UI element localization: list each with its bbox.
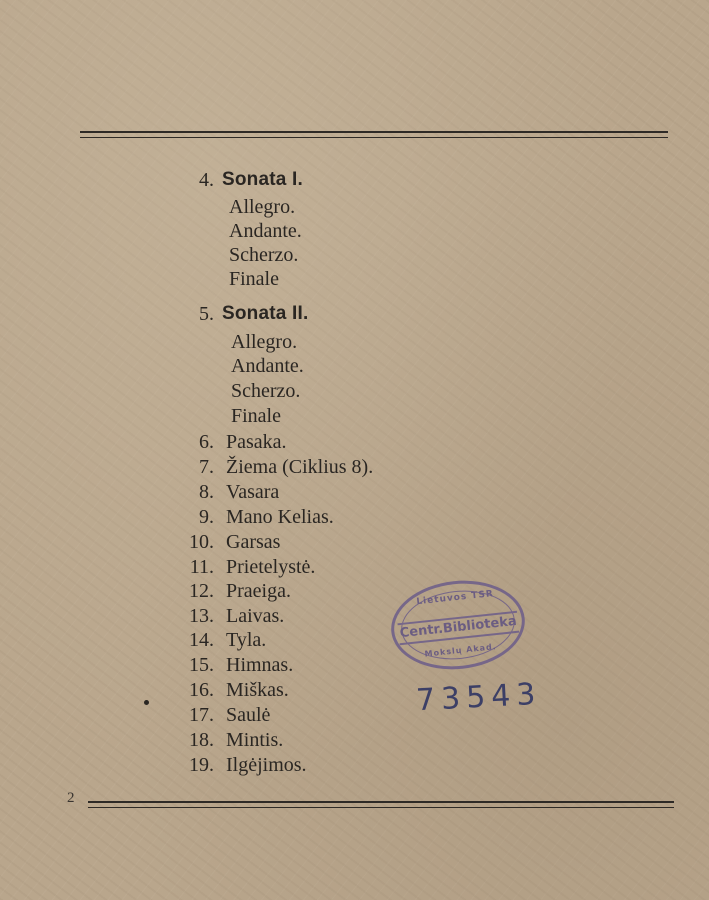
entry-item [0, 627, 420, 653]
entry-number: 7. [199, 456, 214, 478]
entry-item [0, 677, 420, 703]
movement-item: Allegro. [231, 331, 298, 353]
entry-title: Ilgėjimos. [226, 754, 307, 776]
entry-item [0, 504, 420, 530]
entry-title: Himnas. [226, 654, 294, 676]
movement-item: Finale [229, 268, 279, 290]
movement-item: Allegro. [229, 196, 296, 218]
stamp-bottom-text: Mokslų Akad. [424, 642, 498, 659]
entry-number: 13. [189, 605, 214, 627]
entry-number: 9. [199, 506, 214, 528]
entry-title: Miškas. [226, 679, 289, 701]
entry-item [0, 554, 420, 580]
entry-title: Sonata II. [222, 303, 309, 324]
movement-item: Scherzo. [229, 244, 299, 266]
bottom-double-rule [88, 801, 674, 808]
entry-sonata-2 [0, 301, 400, 327]
entry-item [0, 429, 420, 455]
entry-number: 19. [189, 754, 214, 776]
entry-title: Pasaka. [226, 431, 287, 453]
entry-number: 15. [189, 654, 214, 676]
stamp-middle-text: Centr.Biblioteka [397, 611, 519, 645]
entry-item [0, 603, 420, 629]
entry-title: Vasara [226, 481, 280, 503]
entry-item [0, 454, 420, 480]
entry-title: Laivas. [226, 605, 285, 627]
entry-title: Praeiga. [226, 580, 291, 602]
entry-number: 12. [189, 580, 214, 602]
entry-title: Saulė [226, 704, 271, 726]
entry-number: 18. [189, 729, 214, 751]
entry-item [0, 529, 420, 555]
entry-item [0, 652, 420, 678]
ink-dot [144, 700, 149, 705]
entry-number: 10. [189, 531, 214, 553]
movement-item: Finale [231, 405, 281, 427]
entry-number: 8. [199, 481, 214, 503]
entry-item [0, 702, 420, 728]
entry-title: Mintis. [226, 729, 284, 751]
entry-item [0, 752, 420, 778]
entry-title: Prietelystė. [226, 556, 316, 578]
entry-number: 6. [199, 431, 214, 453]
entry-number: 14. [189, 629, 214, 651]
entry-title: Žiema (Ciklius 8). [226, 456, 374, 478]
movement-item: Scherzo. [231, 380, 301, 402]
entry-number: 5. [199, 303, 214, 325]
page-number: 2 [67, 790, 75, 806]
entry-item [0, 479, 420, 505]
entry-sonata-1 [0, 167, 400, 193]
entry-item [0, 578, 420, 604]
top-double-rule [80, 131, 668, 138]
entry-item [0, 727, 420, 753]
stamp-top-text: Lietuvos TSR [415, 589, 495, 608]
handwritten-inventory-number: 73543 [415, 676, 543, 719]
entry-number: 16. [189, 679, 214, 701]
entry-title: Sonata I. [222, 169, 303, 190]
entry-title: Garsas [226, 531, 281, 553]
entry-number: 4. [199, 169, 214, 191]
entry-number: 11. [189, 556, 214, 578]
entry-number: 17. [189, 704, 214, 726]
movement-item: Andante. [229, 220, 302, 242]
entry-title: Tyla. [226, 629, 267, 651]
entry-title: Mano Kelias. [226, 506, 334, 528]
movement-item: Andante. [231, 355, 304, 377]
